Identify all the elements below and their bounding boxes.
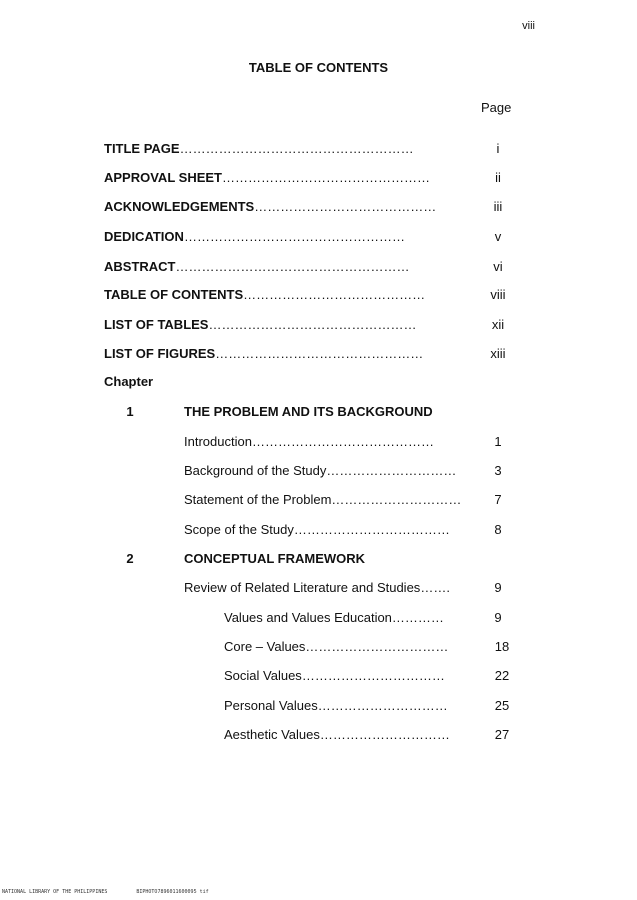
chapter-title: THE PROBLEM AND ITS BACKGROUND (184, 404, 433, 419)
toc-page: 27 (494, 727, 510, 742)
toc-page: 7 (494, 492, 502, 507)
chapter-2-heading (120, 550, 520, 568)
chapter-number: 2 (126, 551, 134, 566)
toc-label: Background of the Study………………………… (184, 463, 457, 478)
toc-label: Core – Values…………………………… (224, 639, 449, 654)
toc-label: LIST OF FIGURES………………………………………… (104, 346, 424, 361)
toc-page: iii (493, 199, 503, 214)
toc-page: 1 (494, 434, 502, 449)
toc-page: ii (495, 170, 501, 185)
chapter-number: 1 (126, 404, 134, 419)
toc-page: vi (493, 259, 503, 274)
toc-page: i (496, 141, 500, 156)
toc-entry-core-values (224, 638, 524, 656)
toc-entry-acknowledgements (104, 198, 524, 216)
page-title: TABLE OF CONTENTS (248, 60, 389, 75)
toc-label: Review of Related Literature and Studies……. (184, 580, 450, 595)
toc-entry-background (184, 462, 524, 480)
toc-label: Statement of the Problem………………………… (184, 492, 462, 507)
toc-page: 8 (494, 522, 502, 537)
toc-page: 22 (494, 668, 510, 683)
toc-page: v (494, 229, 502, 244)
toc-entry-dedication (104, 228, 524, 246)
toc-label: Introduction…………………………………… (184, 434, 434, 449)
toc-entry-list-of-tables (104, 316, 524, 334)
toc-entry-aesthetic-values (224, 726, 524, 744)
chapter-heading: Chapter (104, 374, 154, 389)
scan-footer (2, 889, 235, 895)
toc-entry-personal-values (224, 697, 524, 715)
toc-entry-scope (184, 521, 524, 539)
toc-label: Scope of the Study……………………………… (184, 522, 450, 537)
toc-label: ABSTRACT……………………………………………… (104, 259, 410, 274)
toc-page: 9 (494, 580, 502, 595)
toc-label: Values and Values Education………… (224, 610, 444, 625)
toc-page: 25 (494, 698, 510, 713)
chapter-title: CONCEPTUAL FRAMEWORK (184, 551, 366, 566)
toc-label: TABLE OF CONTENTS…………………………………… (104, 287, 426, 302)
toc-entry-list-of-figures (104, 345, 524, 363)
toc-entry-table-of-contents (104, 286, 524, 304)
toc-page: xiii (490, 346, 506, 361)
toc-label: Personal Values………………………… (224, 698, 448, 713)
toc-label: ACKNOWLEDGEMENTS…………………………………… (104, 199, 437, 214)
toc-page: 18 (494, 639, 510, 654)
toc-page: viii (490, 287, 506, 302)
toc-entry-statement (184, 491, 524, 509)
toc-label: DEDICATION…………………………………………… (104, 229, 405, 244)
toc-label: Aesthetic Values………………………… (224, 727, 450, 742)
toc-page: 3 (494, 463, 502, 478)
toc-label: APPROVAL SHEET………………………………………… (104, 170, 430, 185)
toc-entry-social-values (224, 667, 524, 685)
toc-page: 9 (494, 610, 502, 625)
toc-entry-review-literature (184, 579, 524, 597)
toc-entry-values-education (224, 609, 524, 627)
footer-filename: BIPHOTO7896011600095 tif (136, 889, 209, 895)
page-number: viii (522, 20, 535, 32)
toc-entry-approval-sheet (104, 169, 524, 187)
toc-label: TITLE PAGE……………………………………………… (104, 141, 414, 156)
page-column-header: Page (481, 100, 512, 115)
toc-entry-title-page (104, 140, 524, 158)
toc-label: Social Values…………………………… (224, 668, 445, 683)
footer-library: NATIONAL LIBRARY OF THE PHILIPPINES (2, 889, 108, 895)
chapter-1-heading (120, 403, 520, 421)
toc-page: xii (491, 317, 505, 332)
toc-entry-introduction (184, 433, 524, 451)
toc-label: LIST OF TABLES………………………………………… (104, 317, 417, 332)
toc-entry-abstract (104, 258, 524, 276)
